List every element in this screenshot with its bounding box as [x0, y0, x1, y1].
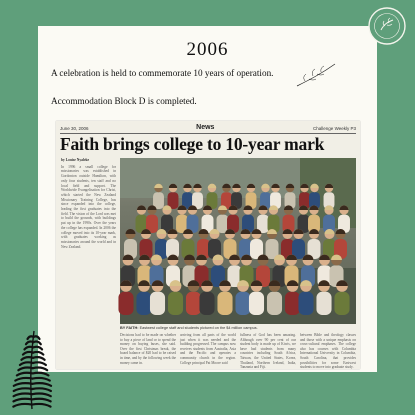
fern-leaf-icon	[8, 327, 54, 411]
fern-frond	[32, 388, 51, 391]
fern-frond	[13, 399, 32, 402]
group-photo-illustration	[120, 158, 356, 324]
fern-frond	[34, 336, 40, 339]
newspaper-clipping	[56, 121, 360, 369]
group-photo	[120, 158, 356, 324]
timeline-year: 2006	[186, 39, 229, 60]
lower-column-4: between Bible and theology classes and those with a unique emphasis on cross-cultural emphases. The college also has courses with Columbia International University in Columbia, South Carolina, that provides possibilities for some Eastwest students to move into graduate study.	[300, 333, 356, 370]
branch-illustration	[295, 62, 337, 88]
caption-label: BY FAITH:	[120, 326, 139, 330]
fern-frond	[32, 404, 51, 407]
person-figure	[168, 292, 183, 315]
person-figure	[334, 292, 349, 315]
lower-column-3: fullness of God has been amazing. Although over 90 per cent of our student body is made up of Kiwis, we have had students from many countries including South Africa, Taiwan, the United States, Korea, Thailand, Northern Ireland, India, Tanzania and Fiji.	[240, 333, 296, 370]
person-hair	[137, 205, 146, 210]
timeline-event-accommodation: Accommodation Block D is completed.	[51, 96, 197, 106]
clipping-publication: Challenge Weekly P3	[313, 126, 356, 131]
fern-frond	[32, 383, 51, 386]
fern-frond	[33, 342, 40, 345]
fern-frond	[33, 352, 43, 355]
fern-frond	[33, 347, 42, 350]
fern-frond	[14, 388, 33, 391]
lower-column-1: Decisions had to be made on whether to buy a piece of land or to spend the money on buying buses, she said. Over the first Christmas break, the board balance of $20 had to be raised in time, and by the following week the money came in.	[120, 333, 176, 365]
fern-frond	[33, 357, 45, 360]
person-figure	[235, 292, 250, 315]
fern-frond	[14, 383, 33, 386]
person-figure	[136, 292, 151, 315]
timeline-event-celebration: A celebration is held to commemorate 10 years of operation.	[51, 68, 274, 78]
lower-column-2: arriving from all parts of the world just when it was needed and the building progressed. The campus now receives students from Australia, Asia and the Pacific and operates a community church in the region. College principal Pat Moore said	[180, 333, 236, 365]
person-figure	[199, 292, 214, 315]
timeline-card	[38, 26, 377, 372]
photo-caption	[120, 326, 356, 330]
person-figure	[316, 292, 331, 315]
fern-frond	[13, 404, 32, 407]
clipping-body-column	[61, 158, 116, 366]
clipping-header	[60, 124, 356, 134]
fern-frond	[14, 394, 33, 397]
fern-frond	[32, 399, 51, 402]
fern-frond	[33, 378, 50, 381]
clipping-section: News	[196, 124, 215, 131]
fern-frond	[33, 368, 47, 371]
college-logo-stamp	[367, 6, 407, 46]
fern-frond	[15, 378, 32, 381]
clipping-body-text: In 1996 a small college for missionaries was established in Gordonton outside Hamilton, with only four students, ten staff and no local field and support. The Worldwide Evangelisation for Christ, which started the New Zealand Missionary Training College, has since expanded into the college, leading the first graduates into the field. The vision of the Lord was met to build the grounds, with buildings put up in the 1990s. Over the years the college has expanded. In 2006 the college moved into its 10-year mark, with graduates working as missionaries around the world and in New Zealand.	[61, 164, 116, 249]
person-figure	[217, 215, 229, 233]
clipping-headline: Faith brings college to 10-year mark	[60, 134, 325, 154]
person-figure	[285, 292, 300, 315]
person-figure	[217, 292, 232, 315]
person-figure	[249, 292, 264, 315]
person-figure	[118, 292, 133, 315]
caption-text: Eastwest college staff and students pictured on the $4 million campus.	[139, 326, 258, 330]
fern-frond	[33, 373, 49, 376]
clipping-byline: by Louise Nyaleke	[61, 158, 90, 162]
person-figure	[150, 292, 165, 315]
person-figure	[298, 292, 313, 315]
fern-frond	[33, 362, 46, 365]
fern-frond	[32, 394, 51, 397]
person-figure	[186, 292, 201, 315]
person-hair	[126, 229, 136, 234]
clipping-lower-columns	[120, 333, 356, 370]
person-figure	[267, 292, 282, 315]
clipping-date: June 30, 2006	[60, 126, 89, 131]
